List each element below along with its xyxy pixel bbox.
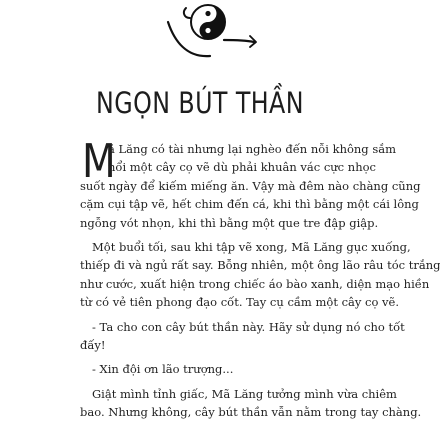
text-line: - Ta cho con cây bút thần này. Hãy sử dụng nó cho tốt — [92, 319, 405, 334]
text-line: ngỗng vót nhọn, khi thì bằng một que tre đập giập. — [80, 215, 379, 230]
text-line: suốt ngày để kiếm miếng ăn. Vậy mà đêm nào chàng cũng — [80, 178, 421, 193]
text-line: ã Lăng có tài nhưng lại nghèo đến nỗi không sắm — [108, 142, 396, 156]
text-line: nổi một cây cọ vẽ dù phải khuân vác cực nhọc — [108, 160, 376, 175]
text-line: - Xin đội ơn lão trượng... — [92, 362, 234, 377]
chapter-title: NGỌN BÚT THẦN — [96, 86, 304, 120]
yin-yang-figure-illustration — [150, 0, 260, 72]
text-line: từ có vẻ tiên phong đạo cốt. Tay cụ cầm một cây cọ vẽ. — [80, 295, 400, 310]
drop-cap: M — [82, 134, 116, 188]
text-line: đấy! — [80, 338, 106, 353]
text-line: thiếp đi và ngủ rất say. Bỗng nhiên, một ông lão râu tóc trắng — [80, 258, 440, 273]
text-line: như cước, xuất hiện trong chiếc áo bào xanh, diện mạo hiền — [80, 276, 430, 291]
text-line: cặm cụi tập vẽ, hết chim đến cá, khi thì bằng một cái lông — [80, 197, 419, 212]
text-line: Giật mình tỉnh giấc, Mã Lăng tưởng mình vừa chiêm — [92, 386, 397, 401]
story-text — [80, 134, 440, 422]
text-line: Một buổi tối, sau khi tập vẽ xong, Mã Lăng gục xuống, — [92, 240, 411, 255]
text-line: bao. Nhưng không, cây bút thần vẫn nằm trong tay chàng. — [80, 405, 422, 420]
